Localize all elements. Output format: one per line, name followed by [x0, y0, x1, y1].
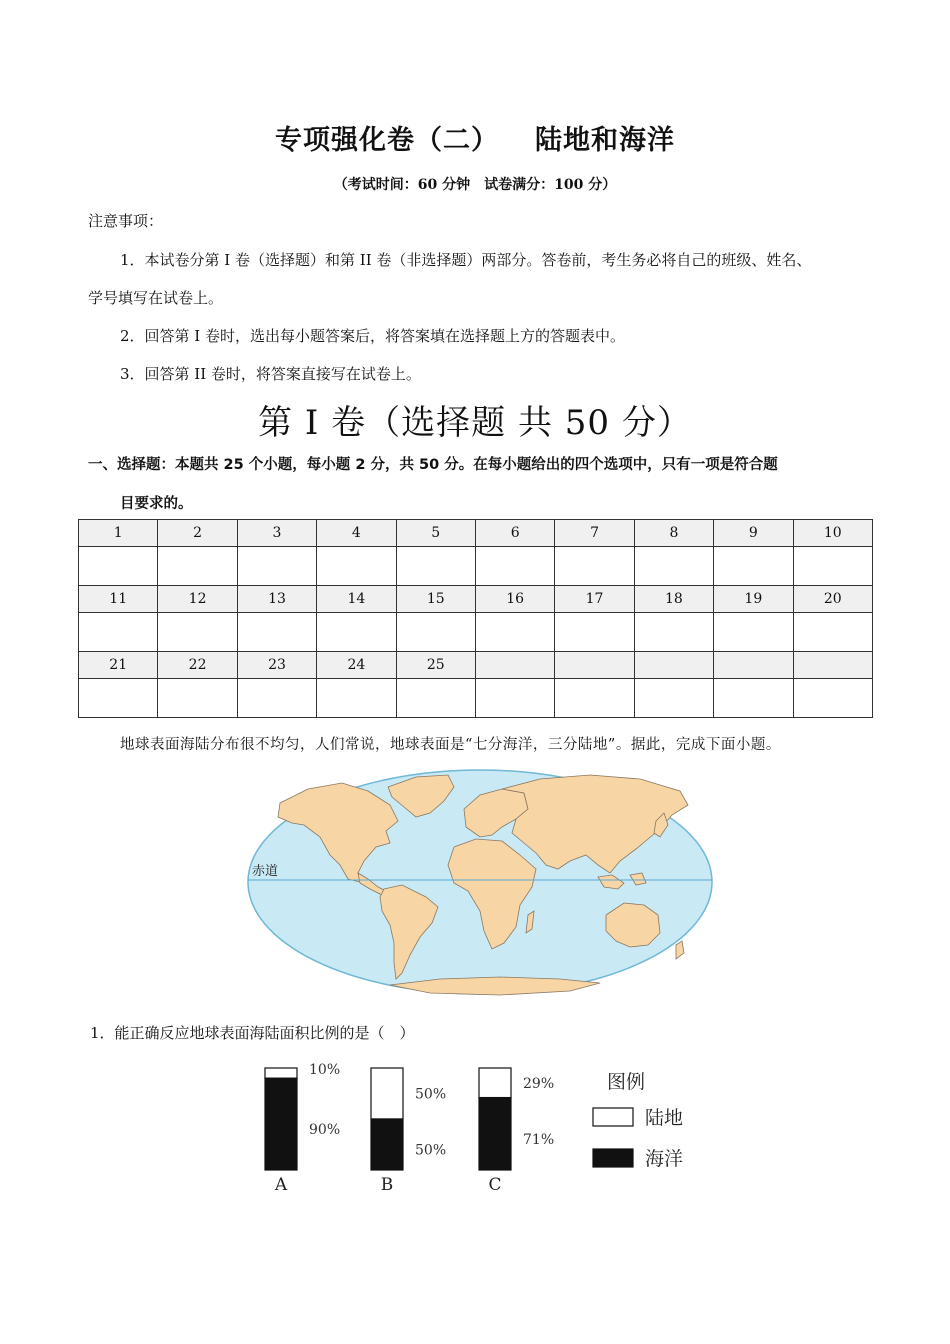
legend-land-label: 陆地 — [645, 1107, 684, 1129]
question-number-cell: 10 — [793, 520, 872, 547]
answer-cell[interactable] — [317, 547, 396, 586]
page-title — [0, 118, 950, 157]
bar-a-option-label: A — [274, 1175, 288, 1195]
question-number-cell — [555, 652, 634, 679]
answer-cell[interactable] — [714, 613, 793, 652]
answer-cell[interactable] — [237, 613, 316, 652]
note-item-1-line2: 学号填写在试卷上。 — [88, 289, 224, 307]
question-number-cell: 3 — [237, 520, 316, 547]
question-number-cell: 18 — [634, 586, 713, 613]
answer-cell[interactable] — [237, 547, 316, 586]
bar-b-land-segment — [371, 1068, 403, 1119]
bar-a-ocean-segment — [265, 1078, 297, 1170]
exam-info: （考试时间：60 分钟 试卷满分：100 分） — [333, 177, 617, 193]
question-number-cell: 13 — [237, 586, 316, 613]
answer-cell[interactable] — [555, 679, 634, 718]
question-number-cell: 22 — [158, 652, 237, 679]
question-number-cell — [714, 652, 793, 679]
answer-cell[interactable] — [396, 679, 475, 718]
answer-cell[interactable] — [79, 613, 158, 652]
question-number-cell: 4 — [317, 520, 396, 547]
question-number-cell: 11 — [79, 586, 158, 613]
question-number-cell: 14 — [317, 586, 396, 613]
question-number-cell: 1 — [79, 520, 158, 547]
answer-cell[interactable] — [237, 679, 316, 718]
land-ocean-ratio-figure — [255, 1060, 705, 1195]
question-number-cell: 8 — [634, 520, 713, 547]
section-instruction-line2: 目要求的。 — [120, 496, 193, 512]
answer-cell[interactable] — [396, 547, 475, 586]
bar-c-land-segment — [479, 1068, 511, 1098]
section-title: 第 I 卷（选择题 共 50 分） — [258, 403, 692, 443]
answer-cell[interactable] — [714, 547, 793, 586]
bar-a-ocean-label: 90% — [309, 1122, 341, 1139]
answer-cell[interactable] — [158, 679, 237, 718]
answer-cell[interactable] — [158, 613, 237, 652]
question-number-cell — [793, 652, 872, 679]
answer-cell[interactable] — [793, 613, 872, 652]
answer-cell[interactable] — [555, 613, 634, 652]
title-part1: 专项强化卷（二） — [275, 125, 499, 156]
question-number-cell: 21 — [79, 652, 158, 679]
table-row-answers-3 — [79, 679, 873, 718]
question-number-cell: 25 — [396, 652, 475, 679]
table-row-answers-1 — [79, 547, 873, 586]
note-item-1-line1: 1．本试卷分第 I 卷（选择题）和第 II 卷（非选择题）两部分。答卷前，考生务必将自己的班级、姓名、 — [120, 251, 812, 269]
question-number-cell: 24 — [317, 652, 396, 679]
legend-land-swatch — [593, 1108, 633, 1126]
note-item-2: 2．回答第 I 卷时，选出每小题答案后，将答案填在选择题上方的答题表中。 — [120, 327, 626, 345]
answer-cell[interactable] — [475, 613, 554, 652]
answer-cell[interactable] — [317, 679, 396, 718]
bar-a-land-segment — [265, 1068, 297, 1078]
question-number-cell: 2 — [158, 520, 237, 547]
answer-cell[interactable] — [158, 547, 237, 586]
answer-cell[interactable] — [793, 547, 872, 586]
answer-cell[interactable] — [634, 613, 713, 652]
bar-b-option-label: B — [380, 1175, 394, 1195]
answer-cell[interactable] — [317, 613, 396, 652]
bar-b-ocean-label: 50% — [415, 1142, 447, 1159]
answer-cell[interactable] — [793, 679, 872, 718]
question-1-text: 1．能正确反应地球表面海陆面积比例的是（ ） — [90, 1024, 415, 1042]
question-number-cell: 9 — [714, 520, 793, 547]
legend-title: 图例 — [607, 1071, 646, 1093]
answer-cell[interactable] — [634, 547, 713, 586]
bar-c-land-label: 29% — [523, 1075, 555, 1092]
bar-b-ocean-segment — [371, 1119, 403, 1170]
answer-cell[interactable] — [714, 679, 793, 718]
question-number-cell — [475, 652, 554, 679]
question-number-cell: 7 — [555, 520, 634, 547]
question-number-cell: 23 — [237, 652, 316, 679]
table-row-numbers-1 — [79, 520, 873, 547]
bar-c-ocean-label: 71% — [523, 1131, 555, 1148]
question-number-cell: 12 — [158, 586, 237, 613]
answer-cell[interactable] — [555, 547, 634, 586]
table-row-answers-2 — [79, 613, 873, 652]
question-number-cell: 6 — [475, 520, 554, 547]
notes-heading: 注意事项： — [88, 212, 164, 230]
question-number-cell: 20 — [793, 586, 872, 613]
legend-ocean-swatch — [593, 1149, 633, 1167]
note-item-3: 3．回答第 II 卷时，将答案直接写在试卷上。 — [120, 365, 421, 383]
equator-label: 赤道 — [252, 864, 279, 879]
bar-c-ocean-segment — [479, 1098, 511, 1170]
answer-cell[interactable] — [79, 679, 158, 718]
title-part2: 陆地和海洋 — [535, 125, 675, 156]
question-number-cell: 17 — [555, 586, 634, 613]
answer-cell[interactable] — [396, 613, 475, 652]
legend-ocean-label: 海洋 — [645, 1148, 684, 1170]
table-row-numbers-3 — [79, 652, 873, 679]
table-row-numbers-2 — [79, 586, 873, 613]
answer-cell[interactable] — [79, 547, 158, 586]
world-map — [240, 765, 720, 1005]
question-number-cell: 15 — [396, 586, 475, 613]
answer-cell[interactable] — [475, 679, 554, 718]
bar-b-land-label: 50% — [415, 1086, 447, 1103]
answer-table — [78, 519, 873, 718]
bar-a-land-label: 10% — [309, 1062, 341, 1078]
answer-cell[interactable] — [634, 679, 713, 718]
question-number-cell: 16 — [475, 586, 554, 613]
bar-c-option-label: C — [488, 1175, 502, 1195]
section-instruction-line1: 一、选择题：本题共 25 个小题，每小题 2 分，共 50 分。在每小题给出的四个选项中，只有一项是符合题 — [88, 457, 778, 473]
question-number-cell: 5 — [396, 520, 475, 547]
question-number-cell — [634, 652, 713, 679]
answer-cell[interactable] — [475, 547, 554, 586]
passage-intro: 地球表面海陆分布很不均匀，人们常说，地球表面是“七分海洋，三分陆地”。据此，完成下面小题。 — [120, 737, 781, 753]
question-number-cell: 19 — [714, 586, 793, 613]
new-zealand — [676, 941, 684, 959]
